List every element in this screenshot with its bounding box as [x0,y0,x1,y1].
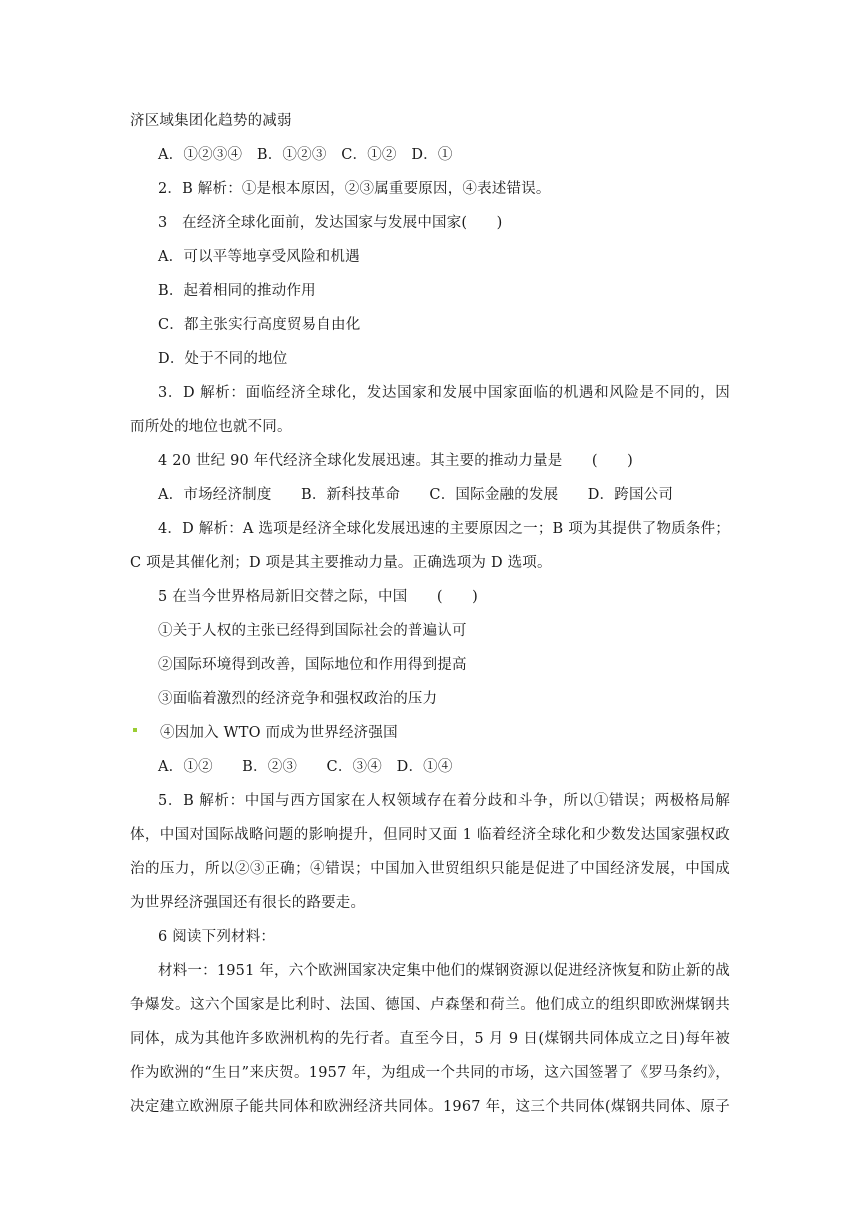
statement-2: ②国际环境得到改善，国际地位和作用得到提高 [158,657,467,673]
option-c: C．都主张实行高度贸易自由化 [158,317,361,333]
question-stem: 3 在经济全球化面前，发达国家与发展中国家( ) [158,215,503,231]
explanation-line: 体，中国对国际战略问题的影响提升，但同时又面 1 临着经济全球化和少数发达国家强权政 [130,827,730,843]
explanation-line: 治的压力，所以②③正确；④错误；中国加入世贸组织只能是促进了中国经济发展，中国成 [130,861,730,877]
explanation-line: 5．B 解析：中国与西方国家在人权领域存在着分歧和斗争，所以①错误；两极格局解 [158,793,730,809]
answer-options: A．①② B．②③ C．③④ D．①④ [158,759,453,775]
option-b: B．起着相同的推动作用 [158,283,316,299]
material-line: 争爆发。这六个国家是比利时、法国、德国、卢森堡和荷兰。他们成立的组织即欧洲煤钢共 [130,997,730,1013]
question-stem: 5 在当今世界格局新旧交替之际，中国 ( ) [158,589,478,605]
explanation-line: 3．D 解析：面临经济全球化，发达国家和发展中国家面临的机遇和风险是不同的，因 [158,385,730,401]
material-line: 作为欧洲的“生日”来庆贺。1957 年，为组成一个共同的市场，这六国签署了《罗马条约》， [130,1065,730,1081]
option-a: A．可以平等地享受风险和机遇 [158,249,360,265]
text-line: 济区域集团化趋势的减弱 [130,113,292,129]
material-line: 决定建立欧洲原子能共同体和欧洲经济共同体。1967 年，这三个共同体(煤钢共同体、原子 [130,1099,730,1115]
question-stem: 6 阅读下列材料： [158,929,276,945]
material-line: 材料一：1951 年，六个欧洲国家决定集中他们的煤钢资源以促进经济恢复和防止新的战 [158,963,730,979]
statement-1: ①关于人权的主张已经得到国际社会的普遍认可 [158,623,467,639]
explanation-line: 2．B 解析：①是根本原因，②③属重要原因，④表述错误。 [158,181,551,197]
explanation-line: 4．D 解析：A 选项是经济全球化发展迅速的主要原因之一；B 项为其提供了物质条件； [158,521,730,537]
answer-options: A．市场经济制度 B．新科技革命 C．国际金融的发展 D．跨国公司 [158,487,674,503]
statement-4: ④因加入 WTO 而成为世界经济强国 [160,725,398,741]
explanation-line: 为世界经济强国还有很长的路要走。 [130,895,366,911]
highlight-mark [133,728,137,732]
option-d: D．处于不同的地位 [158,351,288,367]
question-stem: 4 20 世纪 90 年代经济全球化发展迅速。其主要的推动力量是 ( ) [158,453,633,469]
explanation-line: C 项是其催化剂；D 项是其主要推动力量。正确选项为 D 选项。 [130,555,552,571]
material-line: 同体，成为其他许多欧洲机构的先行者。直至今日，5 月 9 日(煤钢共同体成立之日)每年被 [130,1031,730,1047]
answer-options: A．①②③④ B．①②③ C．①② D．① [158,147,453,163]
statement-3: ③面临着激烈的经济竞争和强权政治的压力 [158,691,438,707]
explanation-line: 而所处的地位也就不同。 [130,419,292,435]
